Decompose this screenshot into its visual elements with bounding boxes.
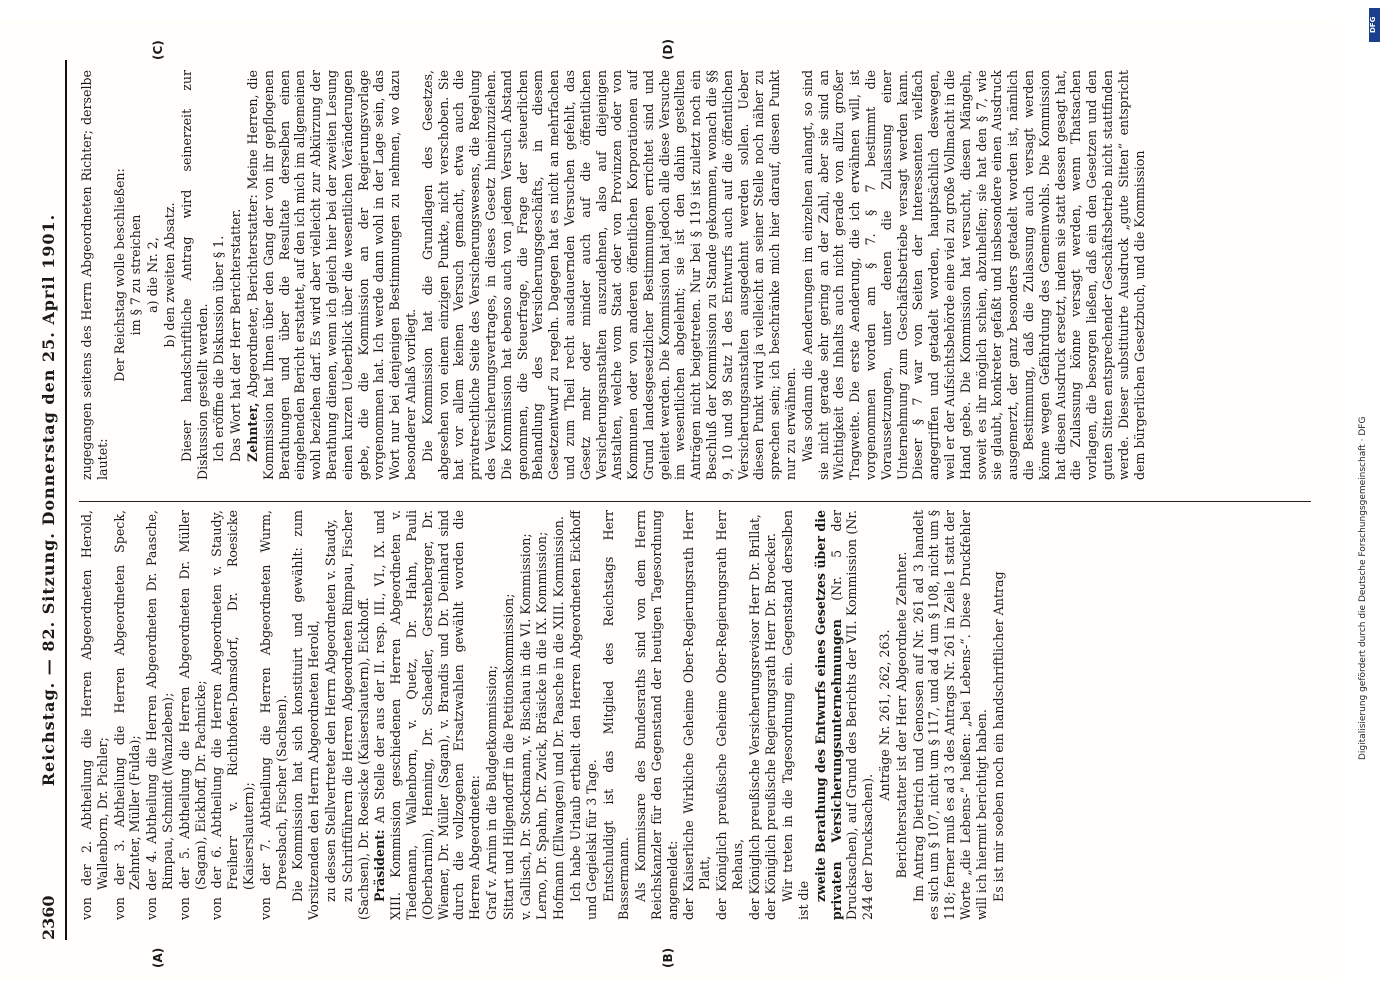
paragraph: v. Gallisch, Dr. Stockmann, v. Bischau in die VI. Kommission; bbox=[517, 533, 533, 920]
paragraph: der Königlich preußische Versicherungsrevisor Herr Dr. Brillat, bbox=[746, 514, 762, 920]
paragraph: zu Schriftführern die Herren Abgeordneten Rimpau, Fischer (Sachsen), Dr. Roesicke (Kaiserslautern), Eickhoff. bbox=[339, 510, 371, 920]
margin-marker-a: (A) bbox=[151, 947, 165, 968]
paragraph: Die Kommission hat die Grundlagen des Gesetzes, abgesehen von einem einzigen Punkte, nicht verschoben. Sie hat vor allem keinen Versuch gemacht, etwa auch die privatrechtliche Seite des Versicherungswesens, die Regelung des Versicherungsvertrages, in dieses Gesetz hineinzuziehen. Die Kommission hat ebenso auch von jedem Versuch Abstand genommen, die Steuerfrage, die Frage der steuerlichen Behandlung des Versicherungsgeschäfts, in diesem Gesetzentwurf zu regeln. Dagegen hat es nicht an mehrfachen und zum Theil recht ausdauernden Versuchen gefehlt, das Gesetz mehr oder minder auch auf die öffentlichen Versicherungsanstalten auszudehnen, also auf diejenigen Anstalten, welche vom Staat oder von Provinzen oder von Kommunen oder von anderen öffentlichen Korporationen auf Grund landesgesetzlicher Bestimmungen errichtet sind und geleitet werden. Die Kommission hat jedoch alle diese Versuche im wesentlichen abgelehnt; sie ist den dahin gestellten Anträgen nicht beigetreten. Nur bei § 119 ist zuletzt noch ein Beschluß der Kommission zu Stande gekommen, wonach die §§ 9, 10 und 98 Satz 1 des Entwurfs auch auf die öffentlichen Versicherungsanstalten ausgedehnt werden sollen. Ueber diesen Punkt wird ja vielleicht an seiner Stelle noch näher zu sprechen sein; ich beschränke mich hier darauf, diesen Punkt nur zu erwähnen. bbox=[419, 70, 799, 480]
paragraph: Im Antrag Dietrich und Genossen auf Nr. 261 ad 3 handelt es sich um § 107, nicht um § 117, und ad 4 um § 108, nicht um § 118; ferner muß es ad 3 des Antrags Nr. 261 in Zeile 1 statt der Worte „die Lebens-“ heißen: „bei Lebens-“. Diese Druckfehler will ich hiermit berichtigt haben. bbox=[910, 510, 989, 920]
paragraph: im § 7 zu streichen bbox=[128, 214, 144, 336]
paragraph: der Königlich preußische Regierungsrath Herr Dr. Broecker. bbox=[763, 532, 779, 920]
paragraph: a) die Nr. 2, bbox=[145, 237, 161, 313]
paragraph: der Kaiserliche Wirkliche Geheime Ober-Regierungsrath Herr Platt, bbox=[681, 510, 713, 920]
paragraph: Das Wort hat der Herr Berichterstatter. bbox=[228, 208, 244, 462]
paragraph: von der 3. Abtheilung die Herren Abgeordneten Speck, Zehnter, Müller (Fulda); bbox=[111, 510, 143, 920]
paragraph: Entschuldigt ist das Mitglied des Reichstags Herr Bassermann. bbox=[600, 510, 632, 920]
paragraph: zu dessen Stellvertreter den Herrn Abgeordneten v. Staudy, bbox=[322, 519, 338, 902]
paragraph: Lerno, Dr. Spahn, Dr. Zwick, Bräsicke in die IX. Kommission; bbox=[534, 531, 550, 920]
digitization-credit: Digitalisierung gefördert durch die Deutsche Forschungsgemeinschaft · DFG bbox=[1358, 416, 1368, 760]
margin-marker-d: (D) bbox=[661, 39, 675, 60]
paragraph: zweite Berathung des Entwurfs eines Gesetzes über die privaten Versicherungsunternehmungen (Nr. 5 der Drucksachen), auf Grund des Berichts der VII. Kommission (Nr. 244 der Drucksachen). bbox=[812, 510, 876, 920]
margin-marker-b: (B) bbox=[661, 947, 675, 968]
column-divider bbox=[79, 501, 1311, 502]
paragraph: Ich eröffne die Diskussion über § 1. bbox=[211, 235, 227, 462]
paragraph: von der 7. Abtheilung die Herren Abgeordneten Wurm, Dreesbach, Fischer (Sachsen). bbox=[257, 510, 289, 920]
page-header bbox=[35, 60, 67, 940]
paragraph: Anträge Nr. 261, 262, 263. bbox=[877, 629, 893, 801]
paragraph: Dieser handschriftliche Antrag wird seinerzeit zur Diskussion gestellt werden. bbox=[178, 70, 210, 480]
bold-lead: Zehnter, bbox=[244, 402, 260, 462]
right-text-column bbox=[79, 70, 1311, 480]
paragraph: Wir treten in die Tagesordnung ein. Gegenstand derselben ist die bbox=[780, 510, 812, 920]
paragraph: Es ist mir soeben noch ein handschriftlicher Antrag bbox=[990, 571, 1006, 902]
document-page bbox=[1, 20, 1341, 980]
paragraph: Sittart und Hilgendorff in die Petitionskommission; bbox=[500, 593, 516, 920]
paragraph: b) den zweiten Absatz. bbox=[161, 202, 177, 348]
paragraph: von der 6. Abtheilung die Herren Abgeordneten v. Staudy, Freiherr v. Richthofen-Damsdorf, Dr. Roesicke (Kaiserslautern); bbox=[209, 510, 256, 920]
page-title: Reichstag. — 82. Sitzung. Donnerstag den 25. April 1901. bbox=[39, 213, 58, 787]
paragraph: zugegangen seitens des Herrn Abgeordneten Richter; derselbe lautet: bbox=[79, 70, 110, 480]
paragraph: von der 5. Abtheilung die Herren Abgeordneten Dr. Müller (Sagan), Eickhoff, Dr. Pachnicke; bbox=[176, 510, 208, 920]
margin-marker-c: (C) bbox=[151, 40, 165, 60]
paragraph: Berichterstatter ist der Herr Abgeordnete Zehnter. bbox=[893, 551, 909, 879]
dfg-logo: DFG bbox=[1369, 8, 1380, 42]
left-text-column bbox=[79, 510, 1311, 920]
paragraph: von der 2. Abtheilung die Herren Abgeordneten Herold, Wallenborn, Dr. Pichler; bbox=[79, 510, 110, 920]
paragraph: Als Kommissare des Bundesraths sind von dem Herrn Reichskanzler für den Gegenstand der heutigen Tagesordnung angemeldet: bbox=[633, 510, 680, 920]
paragraph: Was sodann die Aenderungen im einzelnen anlangt, so sind sie nicht gerade sehr gering an der Zahl, aber sie sind an Wichtigkeit des Inhalts auch nicht gerade von allzu großer Tragweite. Die erste Aenderung, die ich erwähnen will, ist vorgenommen worden am § 7. § 7 bestimmt die Voraussetzungen, unter denen die Zulassung einer Unternehmung zum Geschäftsbetriebe versagt werden kann. Dieser § 7 war von Seiten der Interessenten vielfach angegriffen und getadelt worden, hauptsächlich deswegen, weil er der Aufsichtsbehörde eine viel zu große Vollmacht in die Hand gebe. Die Kommission hat versucht, diesen Mängeln, soweit es ihr möglich schien, abzuhelfen; sie hat den § 7, wie sie glaubt, konkreter gefaßt und insbesondere einen Ausdruck ausgemerzt, der ganz besonders getadelt worden ist, nämlich die Bestimmung, daß die Zulassung auch versagt werden könne wegen Gefährdung des Gemeinwohls. Die Kommission hat diesen Ausdruck ersetzt, indem sie statt dessen gesagt hat, die Zulassung könne versagt werden, wenn Thatsachen vorlagen, die besorgen ließen, daß ein den Gesetzen und den guten Sitten entsprechender Geschäftsbetrieb nicht stattfinden werde. Dieser substituirte Ausdruck „gute Sitten“ entspricht dem bürgerlichen Gesetzbuch, und die Kommission bbox=[799, 70, 1147, 480]
paragraph: Hofmann (Ellwangen) und Dr. Paasche in die XIII. Kommission. bbox=[551, 516, 567, 920]
paragraph: Graf v. Arnim in die Budgetkommission; bbox=[483, 665, 499, 920]
paragraph: von der 4. Abtheilung die Herren Abgeordneten Dr. Paasche, Rimpau, Schmidt (Wanzleben); bbox=[144, 510, 175, 920]
paragraph: Zehnter, Abgeordneter, Berichterstatter: Meine Herren, die Kommission hat Ihnen über den Gang der von ihr gepflogenen Berathungen und über die Resultate derselben einen eingehenden Bericht erstattet, auf den ich mich im allgemeinen wohl beziehen darf. Es wird aber vielleicht zur Abkürzung der Berathung dienen, wenn ich gleich hier bei der zweiten Lesung einen kurzen Ueberblick über die wesentlichen Veränderungen gebe, die die Kommission an der Regierungsvorlage vorgenommen hat. Ich werde dann wohl in der Lage sein, das Wort nur bei denjenigen Bestimmungen zu nehmen, wo dazu besonderer Anlaß vorliegt. bbox=[244, 70, 418, 480]
paragraph: Die Kommission hat sich konstituirt und gewählt: zum Vorsitzenden den Herrn Abgeordneten Herold, bbox=[290, 510, 322, 920]
bold-lead: Präsident: bbox=[372, 829, 388, 902]
page-number: 2360 bbox=[39, 895, 58, 940]
bold-lead: zweite Berathung des Entwurfs eines Gesetzes über die privaten Versicherungsunternehmungen bbox=[812, 510, 844, 920]
paragraph: Der Reichstag wolle beschließen: bbox=[111, 168, 127, 382]
paragraph: Ich habe Urlaub ertheilt den Herren Abgeordneten Eickhoff und Gegielski für 3 Tage. bbox=[567, 510, 599, 920]
paragraph: Präsident: An Stelle der aus der II. resp. III., VI., IX. und XIII. Kommission geschiedenen Herren Abgeordneten v. Tiedemann, Wallenborn, v. Quetz, Dr. Hahn, Pauli (Oberbarnim), Henning, Dr. Schaedler, Gerstenberger, Dr. Wiemer, Dr. Müller (Sagan), v. Brandis und Dr. Deinhard sind durch die vollzogenen Ersatzwahlen gewählt worden die Herren Abgeordneten: bbox=[372, 510, 483, 920]
paragraph: der Königlich preußische Geheime Ober-Regierungsrath Herr Rehaus, bbox=[714, 510, 745, 920]
